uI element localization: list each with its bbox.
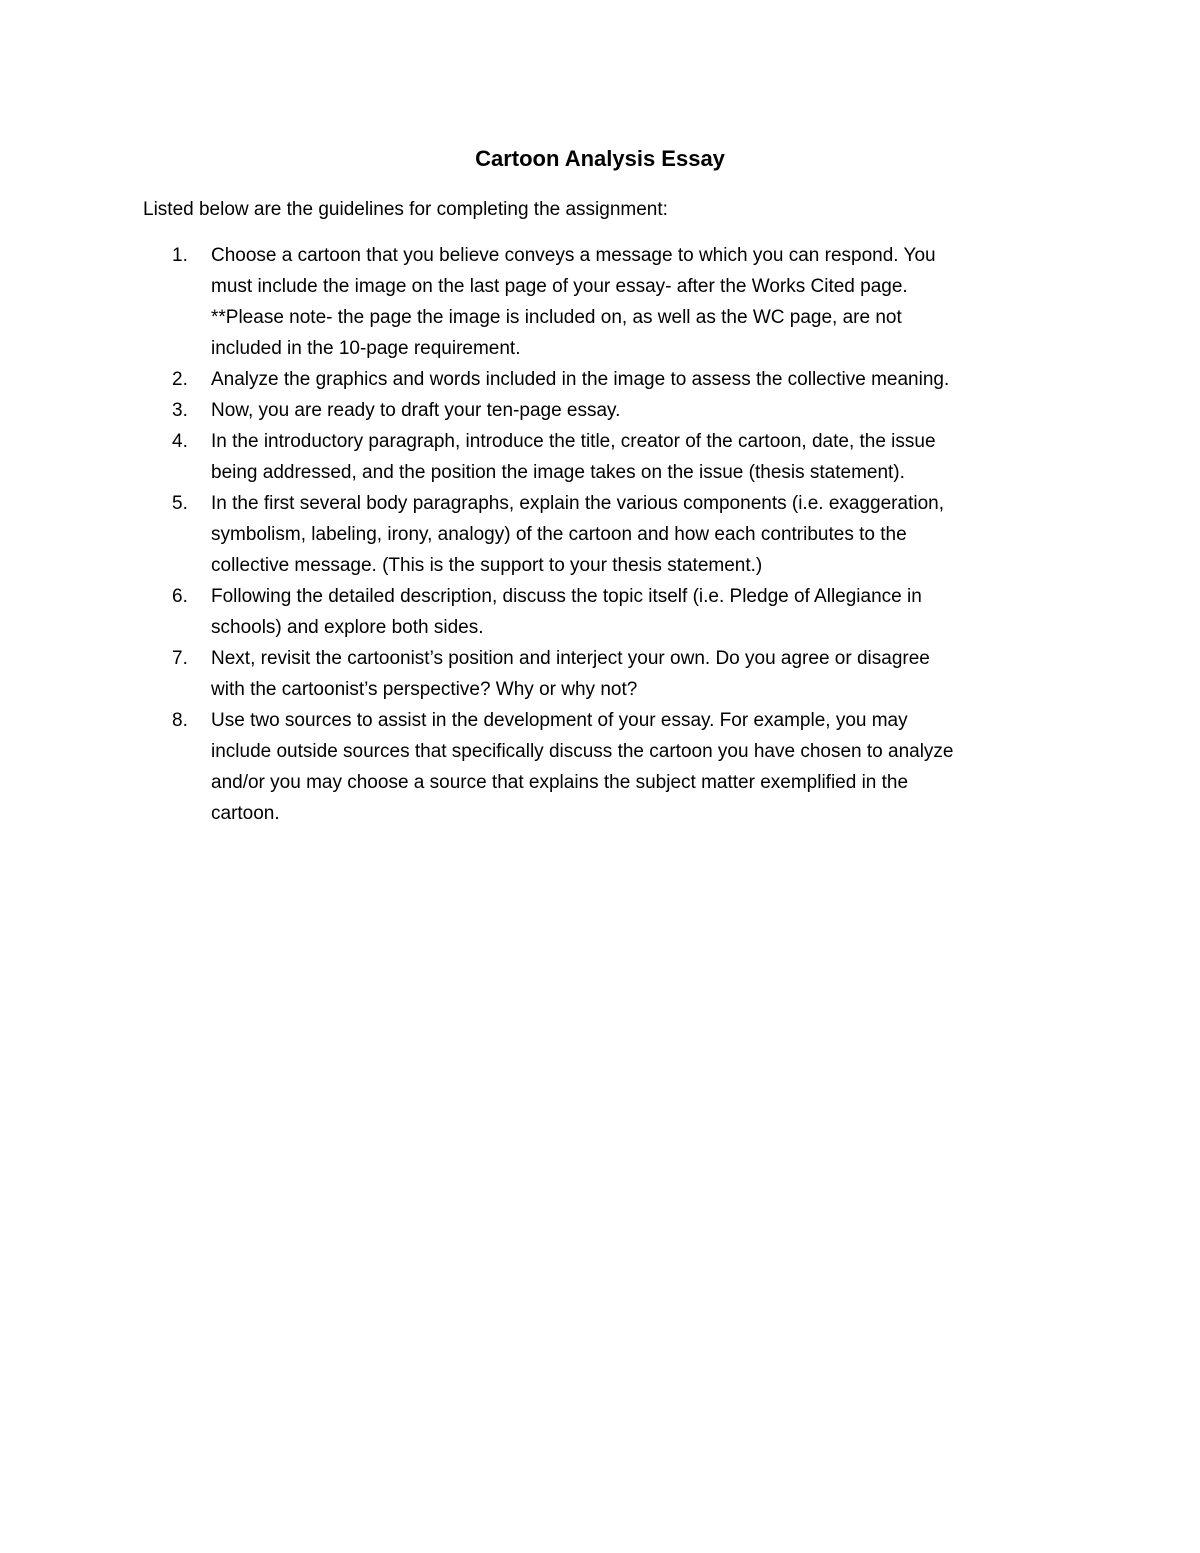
list-item [0, 426, 1061, 488]
item-text-line: must include the image on the last page of your essay- after the Works Cited page. [211, 276, 908, 297]
list-item [0, 395, 1061, 426]
item-number: 5. [172, 493, 188, 514]
item-text-line: cartoon. [211, 803, 280, 824]
item-text-line: collective message. (This is the support to your thesis statement.) [211, 555, 763, 576]
item-number: 7. [172, 648, 188, 669]
item-number: 3. [172, 400, 188, 421]
document-title: Cartoon Analysis Essay [475, 146, 725, 171]
item-number: 4. [172, 431, 188, 452]
intro-text: Listed below are the guidelines for completing the assignment: [143, 199, 668, 220]
item-text-line: Analyze the graphics and words included in the image to assess the collective meaning. [211, 369, 950, 390]
item-text-line: schools) and explore both sides. [211, 617, 484, 638]
item-text-line: Choose a cartoon that you believe conveys a message to which you can respond. You [211, 245, 936, 266]
list-item [0, 705, 1061, 829]
item-number: 6. [172, 586, 188, 607]
item-text-line: **Please note- the page the image is included on, as well as the WC page, are not [211, 307, 902, 328]
item-text-line: and/or you may choose a source that explains the subject matter exemplified in the [211, 772, 909, 793]
item-text-line: Now, you are ready to draft your ten-page essay. [211, 400, 621, 421]
item-text-line: with the cartoonist’s perspective? Why or why not? [211, 679, 638, 700]
list-item [0, 643, 1061, 705]
item-text-line: In the first several body paragraphs, explain the various components (i.e. exaggeration, [211, 493, 944, 514]
item-text-line: being addressed, and the position the image takes on the issue (thesis statement). [211, 462, 905, 483]
item-text-line: Following the detailed description, discuss the topic itself (i.e. Pledge of Allegiance in [211, 586, 922, 607]
list-item [0, 581, 1061, 643]
item-text-line: Use two sources to assist in the development of your essay. For example, you may [211, 710, 908, 731]
list-item [0, 364, 1061, 395]
item-number: 1. [172, 245, 188, 266]
item-text-line: include outside sources that specifically discuss the cartoon you have chosen to analyze [211, 741, 954, 762]
item-number: 8. [172, 710, 188, 731]
item-text-line: Next, revisit the cartoonist’s position and interject your own. Do you agree or disagree [211, 648, 930, 669]
list-item [0, 240, 1061, 364]
item-text-line: In the introductory paragraph, introduce the title, creator of the cartoon, date, the issue [211, 431, 936, 452]
guidelines-list [0, 240, 1200, 829]
item-number: 2. [172, 369, 188, 390]
item-text-line: included in the 10-page requirement. [211, 338, 521, 359]
item-text-line: symbolism, labeling, irony, analogy) of the cartoon and how each contributes to the [211, 524, 907, 545]
list-item [0, 488, 1061, 581]
